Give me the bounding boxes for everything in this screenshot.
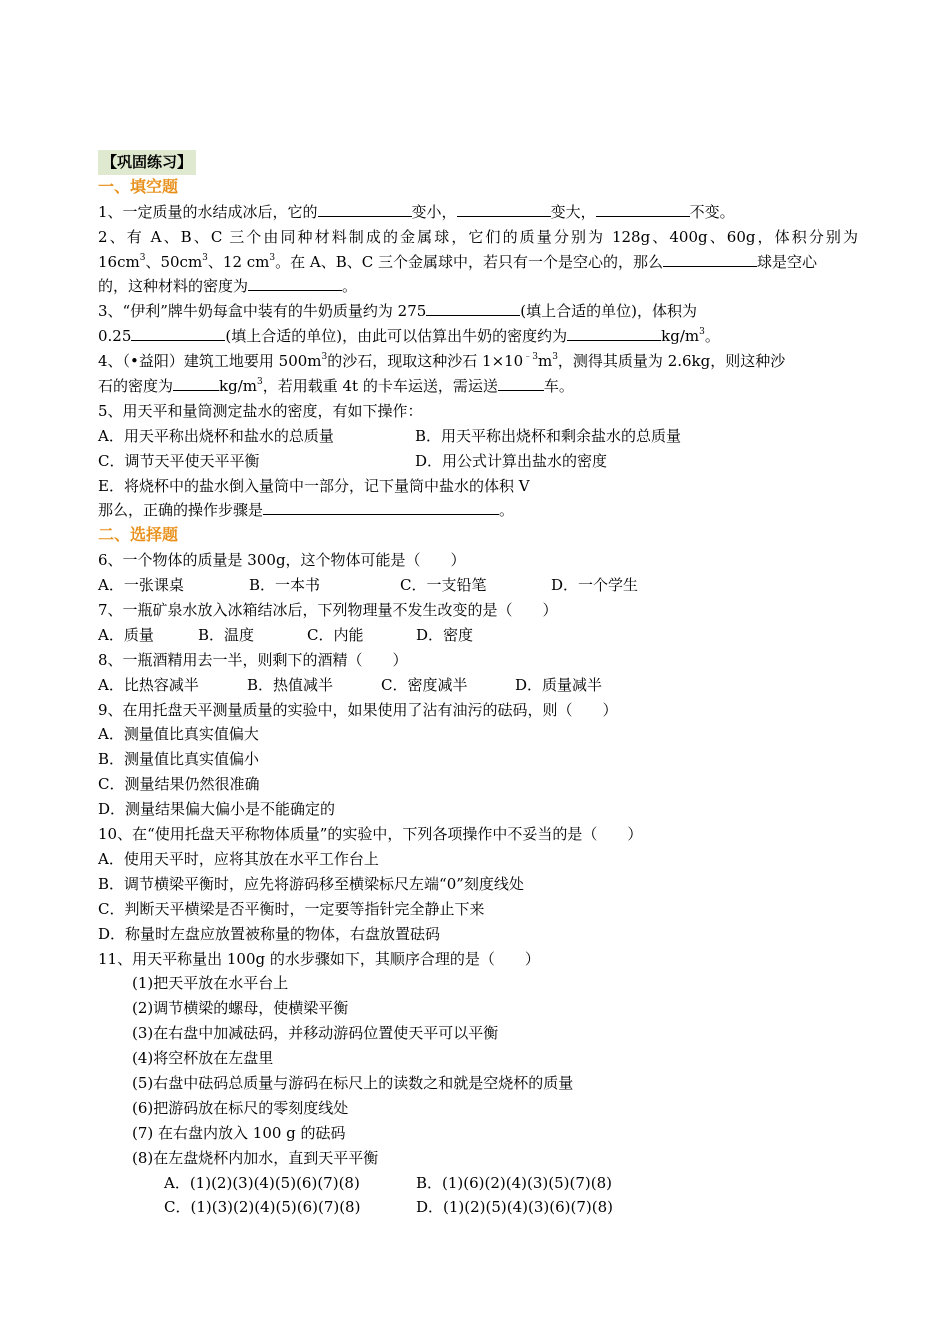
answer-blank[interactable] bbox=[263, 498, 499, 515]
answer-blank[interactable] bbox=[498, 374, 544, 391]
answer-blank[interactable] bbox=[426, 299, 520, 316]
answer-blank[interactable] bbox=[596, 200, 690, 217]
superscript: ﹣3 bbox=[523, 352, 538, 363]
option-b: B．(1)(6)(2)(4)(3)(5)(7)(8) bbox=[416, 1173, 613, 1192]
option-c: C．一支铅笔 bbox=[400, 576, 487, 595]
q3-text: 。 bbox=[704, 327, 720, 346]
option-b: B．温度 bbox=[198, 625, 255, 644]
question-6-stem: 6、一个物体的质量是 300g，这个物体可能是（ ） bbox=[98, 551, 466, 570]
question-5-answer-line bbox=[98, 498, 858, 523]
question-2-line-3 bbox=[98, 274, 858, 299]
question-5-options-cd bbox=[98, 449, 858, 474]
section-fill-blank-heading: 一、填空题 bbox=[98, 176, 179, 196]
superscript: 3 bbox=[202, 252, 208, 263]
answer-blank[interactable] bbox=[248, 274, 342, 291]
question-8-stem: 8、一瓶酒精用去一半，则剩下的酒精（ ） bbox=[98, 650, 408, 669]
option-a: A．测量值比真实值偏大 bbox=[98, 725, 259, 744]
option-a: A．使用天平时，应将其放在水平工作台上 bbox=[98, 849, 379, 868]
q2-text: 。在 A、B、C 三个金属球中，若只有一个是空心的，那么 bbox=[275, 252, 663, 271]
q1-text-b: 变小， bbox=[411, 202, 457, 221]
option-a: A．比热容减半 bbox=[98, 675, 199, 694]
q4-text: m bbox=[537, 352, 553, 371]
q4-text: 石的密度为 bbox=[98, 377, 174, 396]
step-item: (4)将空杯放在左盘里 bbox=[132, 1049, 274, 1068]
step-item: (7) 在右盘内放入 100 g 的砝码 bbox=[132, 1123, 346, 1142]
option-c: C．判断天平横梁是否平衡时，一定要等指针完全静止下来 bbox=[98, 899, 485, 918]
q4-text: 车。 bbox=[543, 377, 574, 396]
step-item: (2)调节横梁的螺母，使横梁平衡 bbox=[132, 999, 349, 1018]
worksheet bbox=[98, 150, 858, 1220]
question-3-line-1 bbox=[98, 299, 858, 324]
option-b: B．用天平称出烧杯和剩余盐水的总质量 bbox=[415, 426, 682, 445]
superscript: 3 bbox=[552, 352, 558, 363]
question-11-stem: 11、用天平称量出 100g 的水步骤如下，其顺序合理的是（ ） bbox=[98, 949, 540, 968]
option-c: C．内能 bbox=[307, 625, 364, 644]
practice-banner-row bbox=[98, 150, 858, 175]
superscript: 3 bbox=[269, 252, 276, 263]
question-3-line-2 bbox=[98, 324, 858, 349]
q3-text: 3、“伊利”牌牛奶每盒中装有的牛奶质量约为 275 bbox=[98, 302, 427, 321]
q5-text: 那么，正确的操作步骤是 bbox=[98, 501, 264, 520]
option-c: C．密度减半 bbox=[381, 675, 468, 694]
q4-text: kg/m bbox=[219, 377, 257, 396]
option-a: A．(1)(2)(3)(4)(5)(6)(7)(8) bbox=[164, 1173, 360, 1192]
question-8-options bbox=[98, 673, 858, 698]
section-choice-heading: 二、选择题 bbox=[98, 525, 179, 545]
q5-text: 。 bbox=[499, 501, 515, 520]
q1-text-d: 不变。 bbox=[689, 202, 735, 221]
answer-blank[interactable] bbox=[567, 324, 661, 341]
q2-text: 。 bbox=[342, 277, 358, 296]
answer-blank[interactable] bbox=[318, 200, 412, 217]
question-5-options-ab bbox=[98, 424, 858, 449]
q2-text: 的，这种材料的密度为 bbox=[98, 277, 249, 296]
superscript: 3 bbox=[699, 327, 705, 338]
option-d: D．质量减半 bbox=[515, 675, 603, 694]
question-5-option-e: E．将烧杯中的盐水倒入量筒中一部分，记下量筒中盐水的体积 V bbox=[98, 476, 530, 495]
question-7-options bbox=[98, 623, 858, 648]
question-5-stem: 5、用天平和量筒测定盐水的密度，有如下操作： bbox=[98, 401, 423, 420]
q2-text: 16cm bbox=[98, 252, 140, 271]
q2-text: 球是空心 bbox=[757, 252, 818, 271]
q2-text: 、50cm bbox=[145, 252, 203, 271]
option-a: A．一张课桌 bbox=[98, 576, 184, 595]
option-d: D．测量结果偏大偏小是不能确定的 bbox=[98, 800, 336, 819]
option-d: D．(1)(2)(5)(4)(3)(6)(7)(8) bbox=[416, 1198, 614, 1217]
practice-banner: 【巩固练习】 bbox=[98, 150, 196, 175]
option-d: D．一个学生 bbox=[551, 576, 639, 595]
step-item: (5)右盘中砝码总质量与游码在标尺上的读数之和就是空烧杯的质量 bbox=[132, 1073, 574, 1092]
question-6-options bbox=[98, 573, 858, 598]
option-b: B．调节横梁平衡时，应先将游码移至横梁标尺左端“0”刻度线处 bbox=[98, 874, 524, 893]
option-b: B．一本书 bbox=[249, 576, 321, 595]
step-item: (3)在右盘中加减砝码，并移动游码位置使天平可以平衡 bbox=[132, 1024, 499, 1043]
question-4-line-2 bbox=[98, 374, 858, 399]
question-1 bbox=[98, 200, 858, 225]
q4-text: 4、（•益阳）建筑工地要用 500m bbox=[98, 352, 322, 371]
superscript: 3 bbox=[256, 377, 263, 388]
question-10-stem: 10、在“使用托盘天平称物体质量”的实验中，下列各项操作中不妥当的是（ ） bbox=[98, 825, 643, 844]
answer-blank[interactable] bbox=[457, 200, 551, 217]
q3-text: (填上合适的单位)，体积为 bbox=[520, 302, 697, 321]
answer-blank[interactable] bbox=[131, 324, 225, 341]
q2-text: 、12 cm bbox=[207, 252, 270, 271]
option-a: A．质量 bbox=[98, 625, 154, 644]
option-a: A．用天平称出烧杯和盐水的总质量 bbox=[98, 426, 334, 445]
question-4-line-1 bbox=[98, 349, 858, 374]
option-c: C．测量结果仍然很准确 bbox=[98, 775, 260, 794]
q1-text-a: 1、一定质量的水结成冰后，它的 bbox=[98, 202, 318, 221]
question-9-stem: 9、在用托盘天平测量质量的实验中，如果使用了沾有油污的砝码，则（ ） bbox=[98, 700, 618, 719]
option-c: C．(1)(3)(2)(4)(5)(6)(7)(8) bbox=[164, 1198, 361, 1217]
option-c: C．调节天平使天平平衡 bbox=[98, 451, 260, 470]
step-item: (6)把游码放在标尺的零刻度线处 bbox=[132, 1098, 349, 1117]
q3-text: 0.25 bbox=[98, 327, 132, 346]
question-2-line-1: 2、有 A、B、C 三个由同种材料制成的金属球，它们的质量分别为 128g、400g、60g，体积分别为 bbox=[98, 227, 858, 246]
option-d: D．用公式计算出盐水的密度 bbox=[415, 451, 608, 470]
option-b: B．热值减半 bbox=[247, 675, 334, 694]
q4-text: ，若用载重 4t 的卡车运送，需运送 bbox=[262, 377, 498, 396]
superscript: 3 bbox=[321, 352, 328, 363]
question-11-options-ab bbox=[98, 1171, 858, 1196]
q4-text: ，测得其质量为 2.6kg，则这种沙 bbox=[557, 352, 786, 371]
q3-text: (填上合适的单位)，由此可以估算出牛奶的密度约为 bbox=[225, 327, 568, 346]
q4-text: 的沙石，现取这种沙石 1×10 bbox=[327, 352, 524, 371]
question-11-options-cd bbox=[98, 1195, 858, 1220]
option-d: D．密度 bbox=[416, 625, 474, 644]
answer-blank[interactable] bbox=[663, 250, 757, 267]
option-d: D．称量时左盘应放置被称量的物体，右盘放置砝码 bbox=[98, 924, 441, 943]
step-item: (1)把天平放在水平台上 bbox=[132, 974, 289, 993]
question-2-line-2 bbox=[98, 250, 858, 275]
step-item: (8)在左盘烧杯内加水，直到天平平衡 bbox=[132, 1148, 379, 1167]
answer-blank[interactable] bbox=[173, 374, 219, 391]
question-7-stem: 7、一瓶矿泉水放入冰箱结冰后，下列物理量不发生改变的是（ ） bbox=[98, 601, 558, 620]
option-b: B．测量值比真实值偏小 bbox=[98, 750, 260, 769]
superscript: 3 bbox=[139, 252, 146, 263]
q3-text: kg/m bbox=[661, 327, 700, 346]
q1-text-c: 变大， bbox=[550, 202, 596, 221]
